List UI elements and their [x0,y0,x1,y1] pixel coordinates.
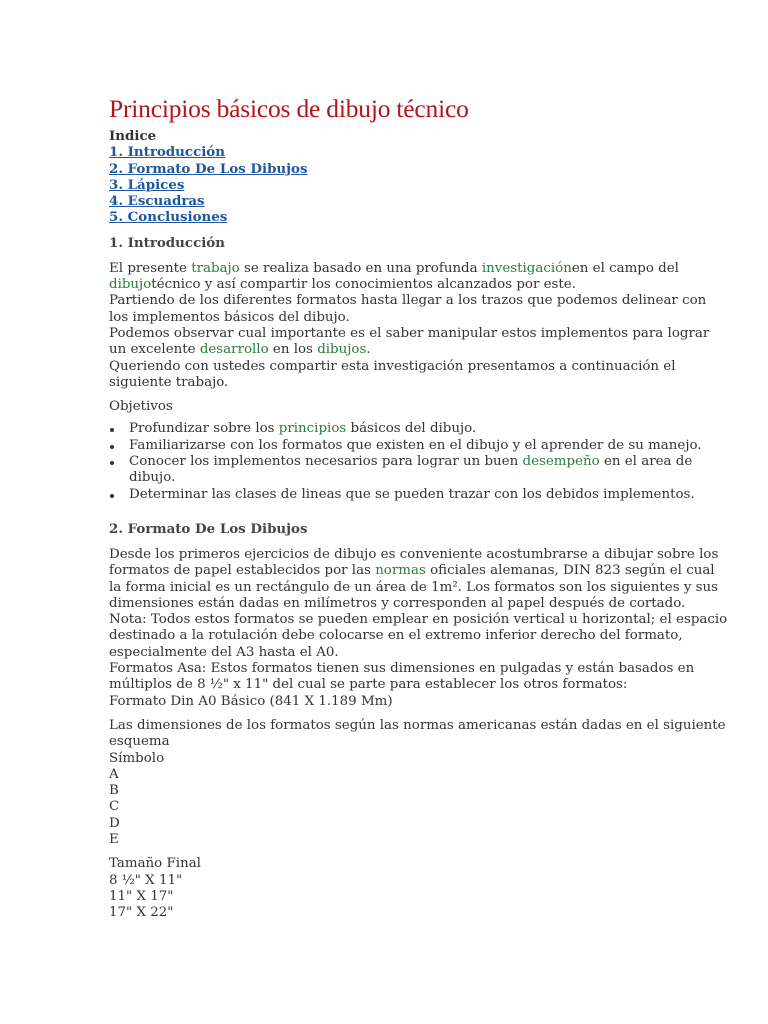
text: en los [268,342,318,358]
list-item [129,421,728,437]
text: en el campo del [571,260,679,276]
toc-link-formato[interactable]: 2. Formato De Los Dibujos [109,160,308,177]
formato-paragraph-3: Formatos Asa: Estos formatos tienen sus dimensiones en pulgadas y están basados en múltiplos de 8 ½" x 11" del cual se parte para establecer los otros formatos: [109,661,695,693]
formato-paragraph-5: Las dimensiones de los formatos según las normas americanas están dadas en el siguiente esquema [109,717,726,750]
keyword-link-dibujos[interactable]: dibujos [317,342,367,358]
text: Podemos observar cual importante es el saber manipular estos implementos para lograr un excelente [109,325,710,358]
formato-paragraph-4: Formato Din A0 Básico (841 X 1.189 Mm) [109,693,393,709]
intro-paragraph-4: Queriendo con ustedes compartir esta investigación presentamos a continuación el siguiente trabajo. [109,358,676,390]
keyword-link-desarrollo[interactable]: desarrollo [199,342,269,358]
toc-link-escuadras[interactable]: 4. Escuadras [109,193,205,210]
text: El presente [109,260,192,276]
size-a: 8 ½" X 11" [109,872,183,888]
intro-paragraph-1 [109,261,728,294]
intro-paragraph-2: Partiendo de los diferentes formatos hasta llegar a los trazos que podemos delinear con los implementos básicos del dibujo. [109,293,707,325]
objectives-list [109,421,728,502]
simbolo-label: Símbolo [109,750,165,766]
keyword-link-trabajo[interactable]: trabajo [191,260,240,276]
size-b: 11" X 17" [109,888,174,904]
keyword-link-dibujo[interactable]: dibujo [109,277,152,293]
keyword-link-principios[interactable]: principios [278,421,347,437]
intro-paragraph-3 [109,326,728,359]
formato-paragraph-2: Nota: Todos estos formatos se pueden emplear en posición vertical u horizontal; el espacio destinado a la rotulación debe colocarse en el extremo inferior derecho del formato, especialmente del A3 hasta el A0. [109,612,728,660]
symbol-b: B [109,783,119,799]
index-heading: Indice [109,128,157,144]
symbol-e: E [109,831,119,847]
keyword-link-desempeno[interactable]: desempeño [522,454,600,470]
text: en el area de dibujo. [129,454,693,486]
text: básicos del dibujo. [346,421,477,437]
text: oficiales alemanas, DIN 823 según el cual la forma inicial es un rectángulo de un área de 1m². Los formatos son los siguientes y sus dimensiones están dadas en milímetros y corresponden al papel después de cortado. [109,563,719,611]
list-item [129,454,728,487]
text: técnico y así compartir los conocimientos alcanzados por este. [151,277,576,293]
document-title: Principios básicos de dibujo técnico [109,94,469,123]
toc-link-introduccion[interactable]: 1. Introducción [109,144,225,161]
list-item: Determinar las clases de lineas que se pueden trazar con los debidos implementos. [129,487,728,503]
text: . [366,342,371,358]
text: Desde los primeros ejercicios de dibujo es conveniente acostumbrarse a dibujar sobre los formatos de papel establecidos por las [109,546,719,579]
symbol-d: D [109,815,120,831]
list-item: Familiarizarse con los formatos que existen en el dibujo y el aprender de su manejo. [129,438,728,454]
section-heading-introduccion: 1. Introducción [109,234,225,251]
text: se realiza basado en una profunda [239,260,482,276]
keyword-link-normas[interactable]: normas [375,563,426,579]
objetivos-label: Objetivos [109,399,173,415]
tamano-label: Tamaño Final [109,856,201,872]
table-of-contents [109,128,728,226]
section-heading-formato: 2. Formato De Los Dibujos [109,520,308,537]
text: Conocer los implementos necesarios para lograr un buen [129,454,523,470]
formato-paragraph-1 [109,547,728,612]
text: Profundizar sobre los [129,421,279,437]
toc-link-lapices[interactable]: 3. Lápices [109,176,185,193]
symbol-a: A [109,766,119,782]
symbol-c: C [109,799,120,815]
keyword-link-investigacion[interactable]: investigación [481,260,572,276]
size-c: 17" X 22" [109,905,174,921]
toc-link-conclusiones[interactable]: 5. Conclusiones [109,209,228,226]
